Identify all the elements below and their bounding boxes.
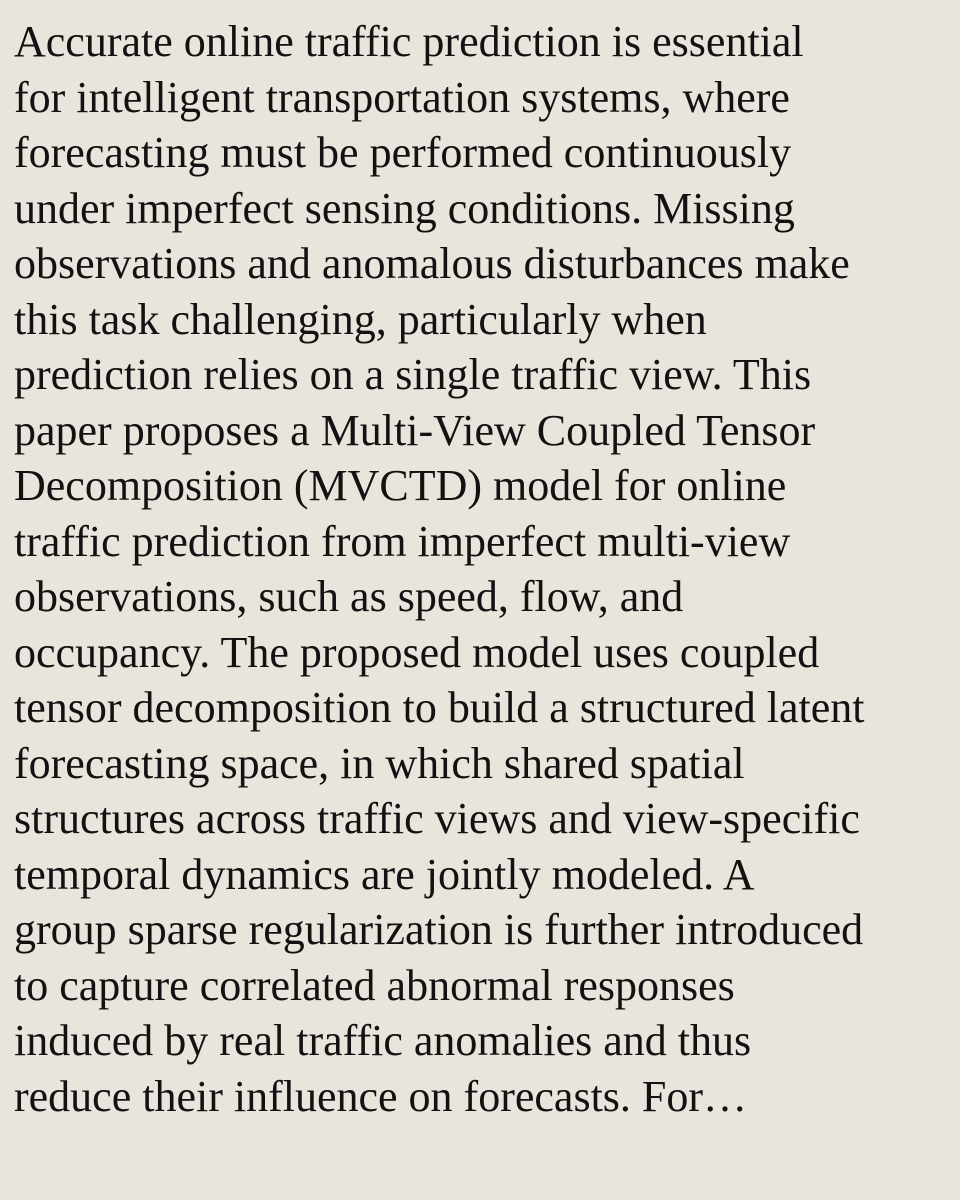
text-line: Decomposition (MVCTD) model for online [14,461,787,510]
text-line: observations, such as speed, flow, and [14,572,684,621]
text-line: tensor decomposition to build a structured latent [14,683,865,732]
text-line: occupancy. The proposed model uses coupled [14,627,820,677]
text-line: temporal dynamics are jointly modeled. A [14,849,755,899]
text-line: forecasting space, in which shared spatial [14,738,745,788]
text-line: reduce their influence on forecasts. For… [14,1071,748,1121]
text-line: observations and anomalous disturbances make [14,239,850,288]
text-line: forecasting must be performed continuously [14,128,792,177]
text-line: prediction relies on a single traffic view. This [14,350,812,399]
text-line: induced by real traffic anomalies and thus [14,1016,752,1065]
abstract-text [14,14,946,1124]
text-line: to capture correlated abnormal responses [14,960,735,1010]
text-line: under imperfect sensing conditions. Missing [14,183,795,233]
text-line: structures across traffic views and view-specific [14,794,860,843]
text-line: paper proposes a Multi-View Coupled Tensor [14,405,816,455]
text-line: traffic prediction from imperfect multi-view [14,516,791,566]
text-line: for intelligent transportation systems, where [14,72,790,122]
text-line: this task challenging, particularly when [14,294,707,344]
text-line: group sparse regularization is further introduced [14,905,864,954]
text-line: Accurate online traffic prediction is essential [14,17,804,66]
